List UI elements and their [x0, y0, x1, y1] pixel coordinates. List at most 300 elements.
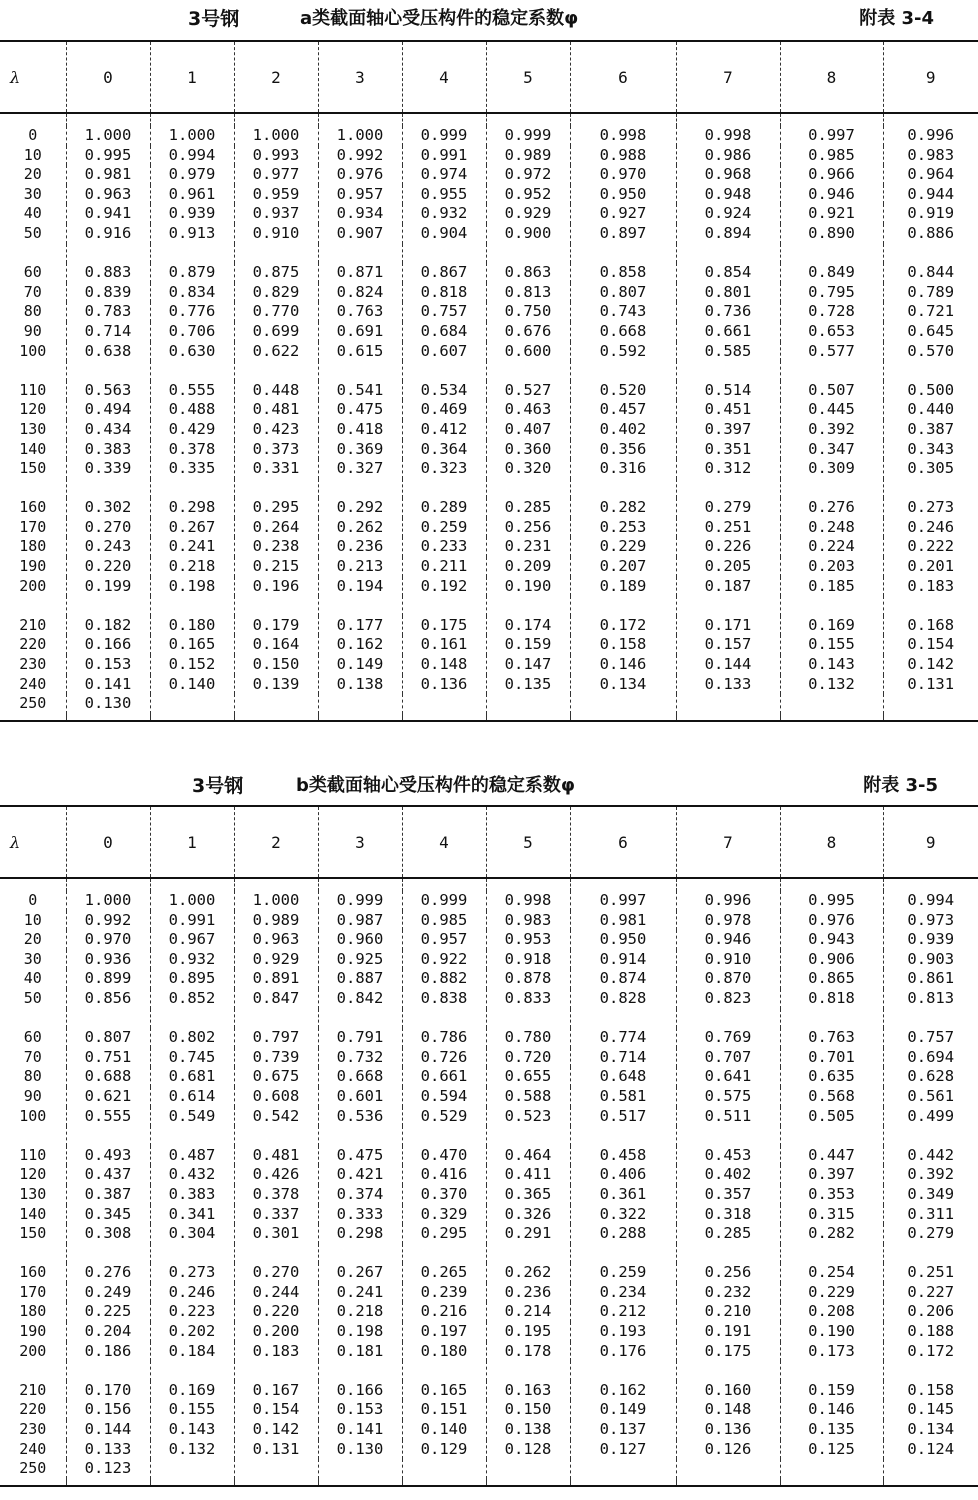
- phi-cell: 0.241: [318, 1283, 402, 1303]
- spacer-cell: [486, 1126, 570, 1146]
- table-row: [0, 616, 978, 636]
- phi-cell: 1.000: [318, 126, 402, 146]
- phi-cell: 0.378: [234, 1185, 318, 1205]
- table-b-steel-label: 3号钢: [192, 775, 244, 797]
- table-row: [0, 204, 978, 224]
- table-row: [0, 577, 978, 597]
- phi-cell: 0.392: [780, 420, 883, 440]
- spacer-cell: [66, 1009, 150, 1029]
- phi-cell: 0.783: [66, 302, 150, 322]
- phi-cell: 0.312: [676, 459, 780, 479]
- lambda-cell: 150: [19, 1224, 47, 1243]
- phi-cell: [883, 694, 978, 714]
- phi-cell: 0.615: [318, 342, 402, 362]
- phi-cell: 0.178: [486, 1342, 570, 1362]
- phi-cell: 0.927: [570, 204, 676, 224]
- phi-cell: 0.158: [570, 635, 676, 655]
- phi-cell: 0.238: [234, 537, 318, 557]
- phi-cell: 0.983: [883, 146, 978, 166]
- phi-cell: 0.407: [486, 420, 570, 440]
- phi-cell: 0.481: [234, 1146, 318, 1166]
- phi-cell: 0.154: [883, 635, 978, 655]
- spacer-cell: [402, 244, 486, 264]
- phi-cell: 0.347: [780, 440, 883, 460]
- phi-cell: 0.315: [780, 1205, 883, 1225]
- spacer-cell: [318, 1126, 402, 1146]
- spacer-cell: [234, 1479, 318, 1486]
- spacer-cell: [150, 244, 234, 264]
- header-lambda: λ: [0, 41, 66, 113]
- header-col-4: 4: [402, 806, 486, 878]
- phi-cell: 0.919: [883, 204, 978, 224]
- phi-cell: 0.418: [318, 420, 402, 440]
- phi-cell: 0.714: [570, 1048, 676, 1068]
- phi-cell: 0.999: [402, 891, 486, 911]
- phi-cell: 0.201: [883, 557, 978, 577]
- phi-cell: 0.668: [318, 1067, 402, 1087]
- phi-cell: 0.159: [486, 635, 570, 655]
- lambda-cell: 210: [19, 1380, 47, 1399]
- table-row: [0, 1205, 978, 1225]
- phi-cell: 0.200: [234, 1322, 318, 1342]
- phi-cell: 0.694: [883, 1048, 978, 1068]
- phi-cell: 0.360: [486, 440, 570, 460]
- phi-cell: 0.364: [402, 440, 486, 460]
- spacer-cell: [780, 113, 883, 126]
- phi-cell: 0.833: [486, 989, 570, 1009]
- spacer-cell: [402, 479, 486, 499]
- phi-cell: 0.161: [402, 635, 486, 655]
- phi-cell: 0.183: [234, 1342, 318, 1362]
- table-a-body: [0, 113, 978, 721]
- phi-cell: 0.251: [883, 1263, 978, 1283]
- phi-cell: 0.451: [676, 400, 780, 420]
- phi-cell: 0.849: [780, 263, 883, 283]
- spacer-cell: [883, 714, 978, 721]
- spacer-cell: [150, 1126, 234, 1146]
- phi-cell: 0.555: [66, 1107, 150, 1127]
- phi-cell: 0.622: [234, 342, 318, 362]
- phi-cell: 0.789: [883, 283, 978, 303]
- table-row: [0, 1067, 978, 1087]
- spacer-cell: [66, 1244, 150, 1264]
- spacer-cell: [234, 1361, 318, 1381]
- table-row: [0, 1107, 978, 1127]
- phi-cell: 0.961: [150, 185, 234, 205]
- phi-cell: 0.499: [883, 1107, 978, 1127]
- phi-cell: 0.475: [318, 400, 402, 420]
- phi-cell: 0.167: [234, 1381, 318, 1401]
- phi-cell: 0.447: [780, 1146, 883, 1166]
- table-row: [0, 635, 978, 655]
- spacer-cell: [402, 878, 486, 891]
- phi-cell: 0.187: [676, 577, 780, 597]
- phi-cell: 0.570: [883, 342, 978, 362]
- spacer-cell: [780, 1479, 883, 1486]
- table-b-body: [0, 878, 978, 1486]
- phi-cell: 0.244: [234, 1283, 318, 1303]
- phi-cell: 0.351: [676, 440, 780, 460]
- spacer-cell: [780, 1361, 883, 1381]
- lambda-cell: 180: [19, 1302, 47, 1321]
- phi-cell: [883, 1459, 978, 1479]
- lambda-cell: 40: [23, 204, 42, 223]
- phi-cell: 0.316: [570, 459, 676, 479]
- spacer-row: [0, 1009, 978, 1029]
- phi-cell: 0.520: [570, 381, 676, 401]
- phi-cell: 1.000: [150, 126, 234, 146]
- phi-cell: 0.791: [318, 1028, 402, 1048]
- phi-cell: 0.967: [150, 930, 234, 950]
- phi-cell: 0.282: [780, 1224, 883, 1244]
- table-row: [0, 1283, 978, 1303]
- phi-cell: 0.169: [780, 616, 883, 636]
- lambda-cell: 250: [19, 1459, 47, 1478]
- spacer-cell: [66, 244, 150, 264]
- phi-cell: 0.998: [676, 126, 780, 146]
- phi-cell: 0.256: [486, 518, 570, 538]
- phi-cell: 0.142: [883, 655, 978, 675]
- phi-cell: 0.133: [676, 675, 780, 695]
- spacer-cell: [318, 1361, 402, 1381]
- phi-cell: 0.127: [570, 1440, 676, 1460]
- phi-cell: 0.412: [402, 420, 486, 440]
- phi-cell: 0.165: [150, 635, 234, 655]
- spacer-cell: [66, 361, 150, 381]
- spacer-cell: [676, 1009, 780, 1029]
- phi-cell: 0.143: [780, 655, 883, 675]
- table-b: [0, 805, 978, 1487]
- spacer-cell: [883, 244, 978, 264]
- table-a-section: [0, 0, 978, 722]
- phi-cell: 0.208: [780, 1302, 883, 1322]
- lambda-cell: 200: [19, 1341, 47, 1360]
- phi-cell: 0.900: [486, 224, 570, 244]
- table-row: [0, 224, 978, 244]
- table-row: [0, 1185, 978, 1205]
- phi-cell: 0.842: [318, 989, 402, 1009]
- phi-cell: [570, 1459, 676, 1479]
- phi-cell: [676, 1459, 780, 1479]
- spacer-cell: [234, 1126, 318, 1146]
- phi-cell: 0.985: [780, 146, 883, 166]
- phi-cell: 0.148: [676, 1400, 780, 1420]
- spacer-cell: [780, 1126, 883, 1146]
- phi-cell: 0.168: [883, 616, 978, 636]
- phi-cell: 0.955: [402, 185, 486, 205]
- table-a-header-row: [0, 41, 978, 113]
- phi-cell: 0.986: [676, 146, 780, 166]
- phi-cell: 0.655: [486, 1067, 570, 1087]
- phi-cell: 0.899: [66, 969, 150, 989]
- phi-cell: 0.155: [780, 635, 883, 655]
- phi-cell: 0.239: [402, 1283, 486, 1303]
- phi-cell: 0.829: [234, 283, 318, 303]
- phi-cell: 0.253: [570, 518, 676, 538]
- phi-cell: 0.676: [486, 322, 570, 342]
- lambda-cell: 80: [23, 302, 42, 321]
- phi-cell: 0.370: [402, 1185, 486, 1205]
- spacer-cell: [66, 479, 150, 499]
- phi-cell: 0.145: [883, 1400, 978, 1420]
- phi-cell: 0.976: [780, 911, 883, 931]
- lambda-cell: 160: [19, 1263, 47, 1282]
- phi-cell: 0.968: [676, 165, 780, 185]
- phi-cell: 0.131: [883, 675, 978, 695]
- phi-cell: 0.529: [402, 1107, 486, 1127]
- phi-cell: 0.960: [318, 930, 402, 950]
- lambda-cell: 30: [23, 184, 42, 203]
- table-row: [0, 400, 978, 420]
- phi-cell: 0.970: [570, 165, 676, 185]
- phi-cell: 0.302: [66, 498, 150, 518]
- spacer-cell: [780, 244, 883, 264]
- phi-cell: 0.289: [402, 498, 486, 518]
- phi-cell: 0.950: [570, 930, 676, 950]
- spacer-cell: [402, 361, 486, 381]
- phi-cell: 0.939: [150, 204, 234, 224]
- lambda-cell: 170: [19, 1282, 47, 1301]
- phi-cell: 0.392: [883, 1165, 978, 1185]
- table-row: [0, 1420, 978, 1440]
- table-row: [0, 557, 978, 577]
- phi-cell: 0.874: [570, 969, 676, 989]
- spacer-cell: [486, 361, 570, 381]
- phi-cell: 0.210: [676, 1302, 780, 1322]
- phi-cell: 0.192: [402, 577, 486, 597]
- phi-cell: 0.743: [570, 302, 676, 322]
- table-b-header-row: [0, 806, 978, 878]
- spacer-cell: [0, 1361, 66, 1381]
- header-col-7: 7: [676, 806, 780, 878]
- spacer-cell: [150, 1009, 234, 1029]
- spacer-cell: [66, 1361, 150, 1381]
- phi-cell: 0.991: [402, 146, 486, 166]
- header-col-1: 1: [150, 806, 234, 878]
- phi-cell: 0.162: [570, 1381, 676, 1401]
- phi-cell: 0.914: [570, 950, 676, 970]
- spacer-cell: [402, 1126, 486, 1146]
- phi-cell: 0.445: [780, 400, 883, 420]
- phi-cell: 0.133: [66, 1440, 150, 1460]
- table-row: [0, 1440, 978, 1460]
- spacer-cell: [0, 1126, 66, 1146]
- phi-cell: 0.154: [234, 1400, 318, 1420]
- spacer-cell: [486, 1361, 570, 1381]
- phi-cell: 0.234: [570, 1283, 676, 1303]
- phi-cell: 0.813: [883, 989, 978, 1009]
- phi-cell: 0.254: [780, 1263, 883, 1283]
- phi-cell: 0.213: [318, 557, 402, 577]
- spacer-cell: [883, 596, 978, 616]
- spacer-cell: [234, 596, 318, 616]
- phi-cell: 0.365: [486, 1185, 570, 1205]
- phi-cell: 0.136: [676, 1420, 780, 1440]
- phi-cell: 0.641: [676, 1067, 780, 1087]
- phi-cell: 0.720: [486, 1048, 570, 1068]
- spacer-cell: [402, 1361, 486, 1381]
- phi-cell: 0.977: [234, 165, 318, 185]
- phi-cell: 0.517: [570, 1107, 676, 1127]
- phi-cell: 0.146: [780, 1400, 883, 1420]
- phi-cell: 0.130: [66, 694, 150, 714]
- spacer-cell: [570, 596, 676, 616]
- table-row: [0, 694, 978, 714]
- phi-cell: 0.488: [150, 400, 234, 420]
- phi-cell: 0.786: [402, 1028, 486, 1048]
- phi-cell: 0.402: [570, 420, 676, 440]
- phi-cell: 0.337: [234, 1205, 318, 1225]
- spacer-cell: [883, 361, 978, 381]
- table-a-ref: 附表 3-4: [859, 8, 934, 29]
- phi-cell: 0.143: [150, 1420, 234, 1440]
- phi-cell: 0.681: [150, 1067, 234, 1087]
- phi-cell: 0.957: [318, 185, 402, 205]
- phi-cell: 0.273: [150, 1263, 234, 1283]
- phi-cell: 0.311: [883, 1205, 978, 1225]
- phi-cell: 0.995: [780, 891, 883, 911]
- phi-cell: 0.469: [402, 400, 486, 420]
- phi-cell: 0.175: [402, 616, 486, 636]
- spacer-cell: [570, 479, 676, 499]
- phi-cell: 0.211: [402, 557, 486, 577]
- phi-cell: 0.160: [676, 1381, 780, 1401]
- phi-cell: 0.561: [883, 1087, 978, 1107]
- lambda-cell: 60: [23, 263, 42, 282]
- phi-cell: 0.151: [402, 1400, 486, 1420]
- phi-cell: 1.000: [66, 126, 150, 146]
- phi-cell: 0.750: [486, 302, 570, 322]
- phi-cell: 0.861: [883, 969, 978, 989]
- phi-cell: 0.834: [150, 283, 234, 303]
- table-row: [0, 1322, 978, 1342]
- phi-cell: 0.341: [150, 1205, 234, 1225]
- phi-cell: 0.828: [570, 989, 676, 1009]
- phi-cell: 0.369: [318, 440, 402, 460]
- phi-cell: 0.223: [150, 1302, 234, 1322]
- phi-cell: 0.795: [780, 283, 883, 303]
- spacer-cell: [570, 361, 676, 381]
- spacer-row: [0, 1126, 978, 1146]
- phi-cell: 0.387: [66, 1185, 150, 1205]
- phi-cell: 0.621: [66, 1087, 150, 1107]
- table-b-title: b类截面轴心受压构件的稳定系数φ: [296, 775, 575, 796]
- phi-cell: 0.170: [66, 1381, 150, 1401]
- spacer-cell: [0, 1244, 66, 1264]
- phi-cell: 0.699: [234, 322, 318, 342]
- phi-cell: [780, 1459, 883, 1479]
- phi-cell: 0.978: [676, 911, 780, 931]
- phi-cell: 0.757: [883, 1028, 978, 1048]
- spacer-cell: [150, 596, 234, 616]
- phi-cell: 0.434: [66, 420, 150, 440]
- phi-cell: 0.966: [780, 165, 883, 185]
- phi-cell: 0.904: [402, 224, 486, 244]
- phi-cell: 0.144: [676, 655, 780, 675]
- phi-cell: 0.220: [66, 557, 150, 577]
- phi-cell: 0.202: [150, 1322, 234, 1342]
- phi-cell: 0.349: [883, 1185, 978, 1205]
- lambda-cell: 210: [19, 615, 47, 634]
- phi-cell: 0.871: [318, 263, 402, 283]
- spacer-cell: [676, 113, 780, 126]
- phi-cell: 0.282: [570, 498, 676, 518]
- phi-cell: 0.976: [318, 165, 402, 185]
- spacer-cell: [780, 361, 883, 381]
- phi-cell: 0.225: [66, 1302, 150, 1322]
- phi-cell: 0.918: [486, 950, 570, 970]
- table-row: [0, 969, 978, 989]
- phi-cell: 0.411: [486, 1165, 570, 1185]
- phi-cell: 0.668: [570, 322, 676, 342]
- phi-cell: 0.265: [402, 1263, 486, 1283]
- phi-cell: 0.402: [676, 1165, 780, 1185]
- phi-cell: 0.193: [570, 1322, 676, 1342]
- phi-cell: 1.000: [234, 891, 318, 911]
- header-col-5: 5: [486, 806, 570, 878]
- phi-cell: 0.839: [66, 283, 150, 303]
- table-a-steel-label: 3号钢: [188, 8, 240, 30]
- phi-cell: 0.577: [780, 342, 883, 362]
- spacer-cell: [318, 596, 402, 616]
- phi-cell: 0.295: [234, 498, 318, 518]
- phi-cell: 0.442: [883, 1146, 978, 1166]
- phi-cell: 0.194: [318, 577, 402, 597]
- phi-cell: 0.357: [676, 1185, 780, 1205]
- phi-cell: 0.910: [234, 224, 318, 244]
- spacer-cell: [402, 596, 486, 616]
- phi-cell: 0.607: [402, 342, 486, 362]
- phi-cell: 0.177: [318, 616, 402, 636]
- phi-cell: 0.970: [66, 930, 150, 950]
- phi-cell: 0.542: [234, 1107, 318, 1127]
- spacer-cell: [486, 244, 570, 264]
- phi-cell: 0.691: [318, 322, 402, 342]
- phi-cell: 0.568: [780, 1087, 883, 1107]
- phi-cell: 0.549: [150, 1107, 234, 1127]
- phi-cell: 0.276: [780, 498, 883, 518]
- phi-cell: 0.285: [676, 1224, 780, 1244]
- phi-cell: 0.159: [780, 1381, 883, 1401]
- phi-cell: 0.948: [676, 185, 780, 205]
- phi-cell: [318, 1459, 402, 1479]
- spacer-cell: [486, 596, 570, 616]
- phi-cell: 1.000: [234, 126, 318, 146]
- phi-cell: 0.229: [780, 1283, 883, 1303]
- spacer-cell: [486, 1479, 570, 1486]
- phi-cell: 0.437: [66, 1165, 150, 1185]
- phi-cell: 0.505: [780, 1107, 883, 1127]
- table-row: [0, 1381, 978, 1401]
- phi-cell: 0.198: [318, 1322, 402, 1342]
- phi-cell: 0.707: [676, 1048, 780, 1068]
- phi-cell: 0.714: [66, 322, 150, 342]
- phi-cell: 0.903: [883, 950, 978, 970]
- spacer-cell: [150, 878, 234, 891]
- table-b-caption: [0, 765, 978, 805]
- header-col-3: 3: [318, 41, 402, 113]
- phi-cell: 0.594: [402, 1087, 486, 1107]
- phi-cell: 0.448: [234, 381, 318, 401]
- phi-cell: 0.470: [402, 1146, 486, 1166]
- spacer-cell: [570, 113, 676, 126]
- phi-cell: 0.279: [883, 1224, 978, 1244]
- lambda-cell: 240: [19, 674, 47, 693]
- spacer-cell: [66, 113, 150, 126]
- phi-cell: 0.985: [402, 911, 486, 931]
- phi-cell: 0.991: [150, 911, 234, 931]
- table-a-title: a类截面轴心受压构件的稳定系数φ: [300, 8, 579, 29]
